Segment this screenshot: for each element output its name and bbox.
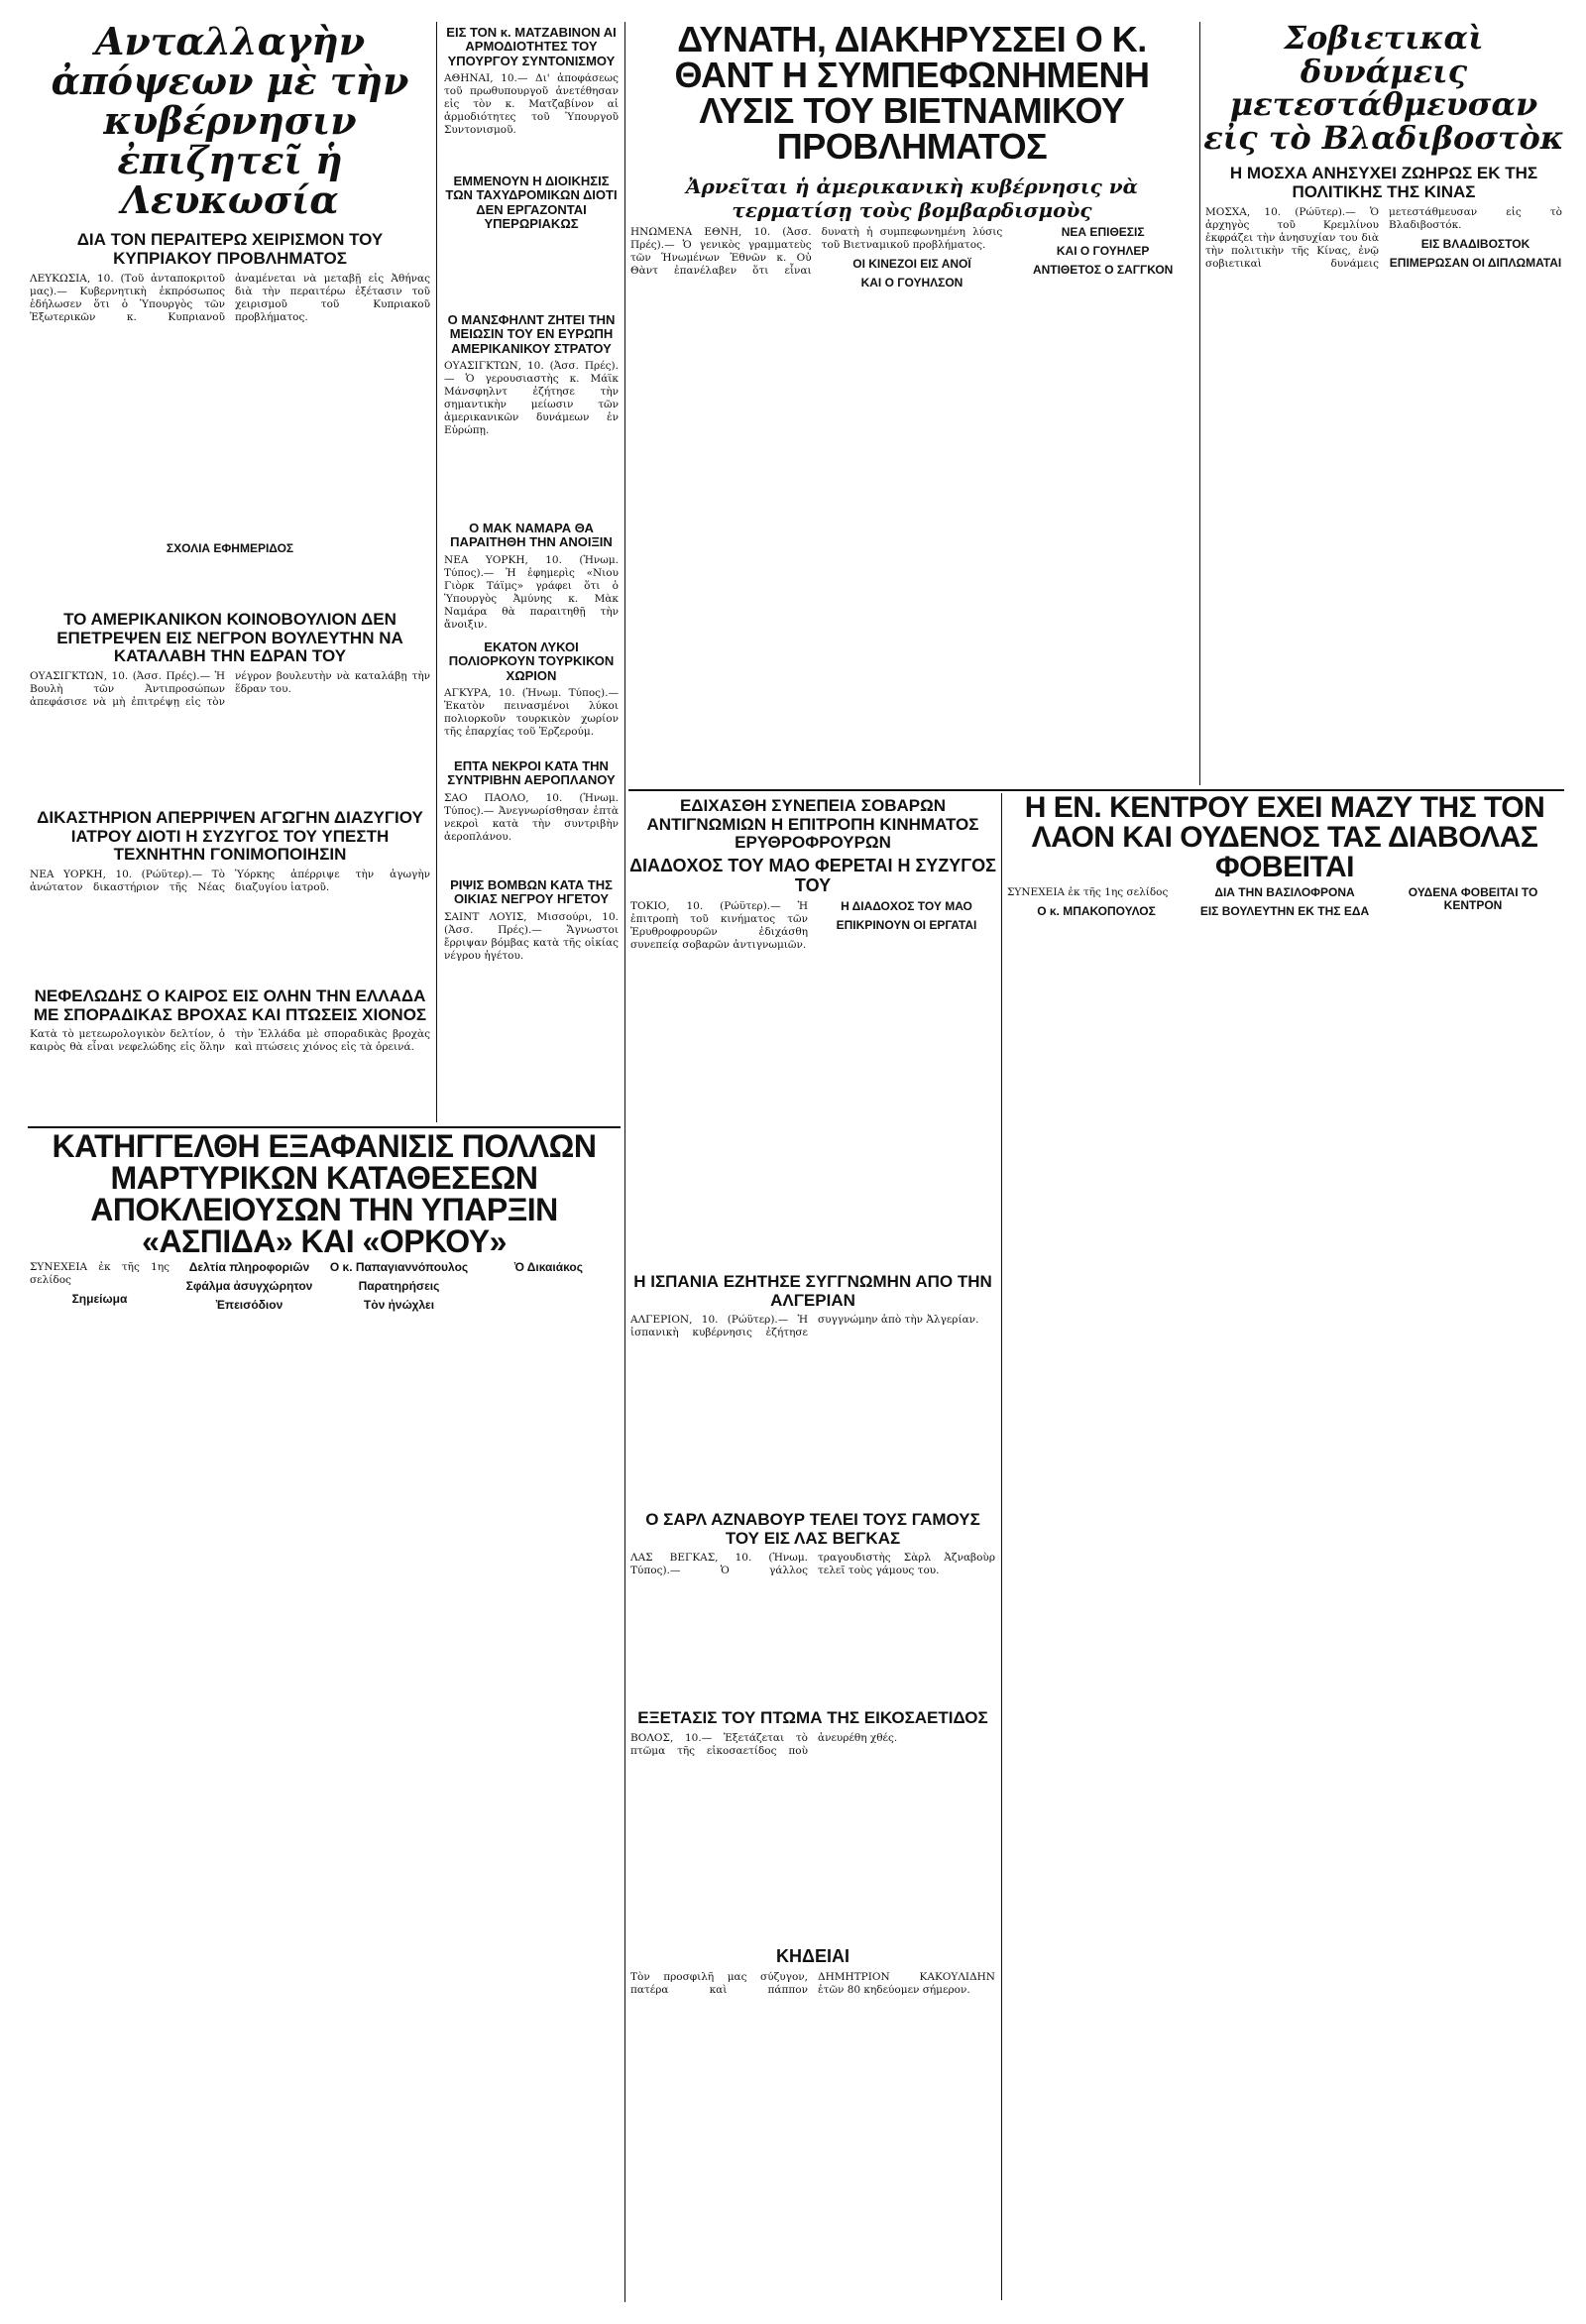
matzavinos-dateline: ΑΘΗΝΑΙ, 10.— Δι' ἀποφάσεως τοῦ πρωθυπουργοῦ ἀνετέθησαν εἰς τὸν κ. Ματζαβίνον αἱ ἁρμοδιότητες τοῦ Ὑπουργοῦ Συντονισμοῦ. bbox=[444, 71, 619, 136]
aznavour-dateline: ΛΑΣ ΒΕΓΚΑΣ, 10. (Ἡνωμ. Τύπος).— Ὁ γάλλος τραγουδιστὴς Σὰρλ Ἀζναβοὺρ τελεῖ τοὺς γάμους του. bbox=[630, 1552, 995, 1577]
article-funeral bbox=[628, 1943, 997, 2300]
trial-section-1: Σημείωμα bbox=[71, 1292, 128, 1306]
article-plane bbox=[442, 755, 621, 874]
wolves-dateline: ΑΓΚΥΡΑ, 10. (Ἡνωμ. Τύπος).— Ἑκατὸν πεινασμένοι λύκοι πολιορκοῦν τουρκικὸν χωρίον τῆς ἐπαρχίας τοῦ Ἐρζερούμ. bbox=[444, 686, 619, 738]
article-aznavour bbox=[628, 1507, 997, 1705]
article-center-union bbox=[1005, 793, 1564, 2300]
cyprus-subheadline: ΔΙΑ ΤΟΝ ΠΕΡΑΙΤΕΡΩ ΧΕΙΡΙΣΜΟΝ ΤΟΥ ΚΥΠΡΙΑΚΟΥ ΠΡΟΒΛΗΜΑΤΟΣ bbox=[76, 230, 384, 269]
corpse-headline: ΕΞΕΤΑΣΙΣ ΤΟΥ ΠΤΩΜΑ ΤΗΣ ΕΙΚΟΣΑΕΤΙΔΟΣ bbox=[637, 1708, 988, 1727]
cyprus-comments bbox=[28, 535, 432, 605]
article-spain bbox=[628, 1269, 997, 1507]
corpse-dateline: ΒΟΛΟΣ, 10.— Ἐξετάζεται τὸ πτῶμα τῆς εἰκοσαετίδος ποὺ ἀνευρέθη χθές. bbox=[630, 1731, 898, 1757]
thant-body bbox=[630, 226, 1193, 290]
thant-section-1: ΟΙ ΚΙΝΕΖΟΙ ΕΙΣ ΑΝΟΪ bbox=[852, 257, 971, 271]
trial-section-2: Δελτία πληροφοριῶν bbox=[188, 1260, 310, 1274]
center-union-headline: Η ΕΝ. ΚΕΝΤΡΟΥ ΕΧΕΙ ΜΑΖΥ ΤΗΣ ΤΟΝ ΛΑΟΝ ΚΑΙ ΟΥΔΕΝΟΣ ΤΑΣ ΔΙΑΒΟΛΑΣ ΦΟΒΕΙΤΑΙ bbox=[1024, 793, 1545, 883]
article-corpse bbox=[628, 1705, 997, 1943]
mansfield-headline: Ο ΜΑΝΣΦΗΛΝΤ ΖΗΤΕΙ ΤΗΝ ΜΕΙΩΣΙΝ ΤΟΥ ΕΝ ΕΥΡΩΠΗ ΑΜΕΡΙΚΑΝΙΚΟΥ ΣΤΡΑΤΟΥ bbox=[447, 312, 616, 356]
center-union-section-2: ΔΙΑ ΤΗΝ ΒΑΣΙΛΟΦΡΟΝΑ bbox=[1214, 885, 1355, 899]
red-guards-dateline: ΤΟΚΙΟ, 10. (Ρώϋτερ).— Ἡ ἐπιτροπὴ τοῦ κινήματος τῶν Ἐρυθροφρουρῶν ἐδιχάσθη συνεπείᾳ σοβαρῶν ἀντιγνωμιῶν. bbox=[630, 899, 808, 951]
congress-dateline: ΟΥΑΣΙΓΚΤΩΝ, 10. (Ἀσσ. Πρές).— Ἡ Βουλὴ τῶν Ἀντιπροσώπων ἀπεφάσισε νὰ μὴ ἐπιτρέψῃ εἰς τὸν νέγρον βουλευτὴν νὰ καταλάβῃ τὴν ἕδραν του. bbox=[30, 670, 430, 709]
thant-dateline: ΗΝΩΜΕΝΑ ΕΘΝΗ, 10. (Ἀσσ. Πρές).— Ὁ γενικὸς γραμματεὺς τῶν Ἡνωμένων Ἐθνῶν κ. Οὐ Θὰντ ἐπανέλαβεν ὅτι εἶναι δυνατὴ ἡ συμπεφωνημένη λύσις τοῦ Βιετναμικοῦ προβλήματος. bbox=[630, 226, 1003, 277]
section-rule bbox=[628, 789, 1564, 791]
column-rule bbox=[624, 22, 625, 2302]
mcnamara-headline: Ο ΜΑΚ ΝΑΜΑΡΑ ΘΑ ΠΑΡΑΙΤΗΘΗ ΤΗΝ ΑΝΟΙΞΙΝ bbox=[450, 521, 613, 550]
cyprus-body bbox=[30, 273, 430, 324]
red-guards-section-2: ΕΠΙΚΡΙΝΟΥΝ ΟΙ ΕΡΓΑΤΑΙ bbox=[836, 917, 977, 932]
thant-subheadline: Ἀρνεῖται ἡ ἀμερικανικὴ κυβέρνησις νὰ τερματίσῃ τοὺς βομβαρδισμοὺς bbox=[686, 174, 1138, 222]
bombs-headline: ΡΙΨΙΣ ΒΟΜΒΩΝ ΚΑΤΑ ΤΗΣ ΟΙΚΙΑΣ ΝΕΓΡΟΥ ΗΓΕΤΟΥ bbox=[450, 877, 613, 907]
thant-section-3: ΝΕΑ ΕΠΙΘΕΣΙΣ bbox=[1061, 225, 1145, 239]
trial-section-6: Παρατηρήσεις bbox=[358, 1279, 440, 1293]
column-rule bbox=[436, 22, 437, 1122]
divorce-dateline: ΝΕΑ ΥΟΡΚΗ, 10. (Ρώϋτερ).— Τὸ ἀνώτατον δικαστήριον τῆς Νέας Ὑόρκης ἀπέρριψε τὴν ἀγωγὴν διαζυγίου ἰατροῦ. bbox=[30, 869, 430, 894]
article-postal bbox=[442, 171, 621, 309]
weather-dateline: Κατὰ τὸ μετεωρολογικὸν δελτίον, ὁ καιρὸς θὰ εἶναι νεφελώδης εἰς ὅλην τὴν Ἑλλάδα μὲ σποραδικὰς βροχὰς καὶ πτώσεις χιόνος εἰς τὰ ὀρεινά. bbox=[30, 1028, 430, 1054]
section-rule bbox=[28, 1126, 621, 1128]
cyprus-comments-heading: ΣΧΟΛΙΑ ΕΦΗΜΕΡΙΔΟΣ bbox=[166, 541, 294, 555]
column-rule bbox=[1001, 793, 1002, 2300]
matzavinos-headline: ΕΙΣ ΤΟΝ κ. ΜΑΤΖΑΒΙΝΟΝ ΑΙ ΑΡΜΟΔΙΟΤΗΤΕΣ ΤΟΥ ΥΠΟΥΡΓΟΥ ΣΥΝΤΟΝΙΣΜΟΥ bbox=[446, 25, 617, 68]
article-mansfield bbox=[442, 309, 621, 518]
divorce-headline: ΔΙΚΑΣΤΗΡΙΟΝ ΑΠΕΡΡΙΨΕΝ ΑΓΩΓΗΝ ΔΙΑΖΥΓΙΟΥ ΙΑΤΡΟΥ ΔΙΟΤΙ Η ΣΥΖΥΓΟΣ ΤΟΥ ΥΠΕΣΤΗ ΤΕΧΝΗΤΗΝ ΓΟΝΙΜΟΠΟΙΗΣΙΝ bbox=[37, 808, 423, 865]
center-union-body bbox=[1007, 886, 1562, 921]
article-matzavinos bbox=[442, 22, 621, 171]
center-union-section-3: ΕΙΣ ΒΟΥΛΕΥΤΗΝ ΕΚ ΤΗΣ ΕΔΑ bbox=[1199, 904, 1370, 918]
red-guards-subheadline: ΔΙΑΔΟΧΟΣ ΤΟΥ ΜΑΟ ΦΕΡΕΤΑΙ Η ΣΥΖΥΓΟΣ ΤΟΥ bbox=[629, 856, 996, 895]
congress-headline: ΤΟ ΑΜΕΡΙΚΑΝΙΚΟΝ ΚΟΙΝΟΒΟΥΛΙΟΝ ΔΕΝ ΕΠΕΤΡΕΨΕΝ ΕΙΣ ΝΕΓΡΟΝ ΒΟΥΛΕΥΤΗΝ ΝΑ ΚΑΤΑΛΑΒΗ ΤΗΝ ΕΔΡΑΝ ΤΟΥ bbox=[57, 610, 403, 666]
article-bombs bbox=[442, 874, 621, 1013]
red-guards-headline: ΕΔΙΧΑΣΘΗ ΣΥΝΕΠΕΙΑ ΣΟΒΑΡΩΝ ΑΝΤΙΓΝΩΜΙΩΝ Η ΕΠΙΤΡΟΠΗ ΚΙΝΗΜΑΤΟΣ ΕΡΥΘΡΟΦΡΟΥΡΩΝ bbox=[646, 796, 979, 853]
article-mcnamara bbox=[442, 518, 621, 637]
mcnamara-dateline: ΝΕΑ ΥΟΡΚΗ, 10. (Ἡνωμ. Τύπος).— Ἡ ἐφημερὶς «Νιου Γιὸρκ Τάϊμς» γράφει ὅτι ὁ Ὑπουργὸς Ἀμύνης κ. Μὰκ Ναμάρα θὰ παραιτηθῇ τὴν ἄνοιξιν. bbox=[444, 553, 619, 631]
plane-dateline: ΣΑΟ ΠΑΟΛΟ, 10. (Ἡνωμ. Τύπος).— Ἀνεγνωρίσθησαν ἑπτὰ νεκροὶ κατὰ τὴν συντριβὴν ἀεροπλάνου. bbox=[444, 791, 619, 843]
funeral-headline: ΚΗΔΕΙΑΙ bbox=[776, 1946, 850, 1966]
trial-section-4: Ἐπεισόδιον bbox=[215, 1298, 283, 1312]
article-soviet bbox=[1203, 22, 1564, 785]
center-union-section-4: ΟΥΔΕΝΑ ΦΟΒΕΙΤΑΙ ΤΟ ΚΕΝΤΡΟΝ bbox=[1408, 885, 1538, 912]
center-union-dateline: ΣΥΝΕΧΕΙΑ ἐκ τῆς 1ης σελίδος bbox=[1007, 886, 1169, 898]
article-trial bbox=[28, 1130, 621, 2300]
wolves-headline: ΕΚΑΤΟΝ ΛΥΚΟΙ ΠΟΛΙΟΡΚΟΥΝ ΤΟΥΡΚΙΚΟΝ ΧΩΡΙΟΝ bbox=[448, 639, 615, 683]
weather-headline: ΝΕΦΕΛΩΔΗΣ Ο ΚΑΙΡΟΣ ΕΙΣ ΟΛΗΝ ΤΗΝ ΕΛΛΑΔΑ ΜΕ ΣΠΟΡΑΔΙΚΑΣ ΒΡΟΧΑΣ ΚΑΙ ΠΤΩΣΕΙΣ ΧΙΟΝΟΣ bbox=[33, 987, 427, 1024]
mansfield-dateline: ΟΥΑΣΙΓΚΤΩΝ, 10. (Ἀσσ. Πρές).— Ὁ γερουσιαστὴς κ. Μάϊκ Μάνσφηλντ ἐζήτησε τὴν σημαντικὴν μείωσιν τῶν ἀμερικανικῶν δυνάμεων ἐν Εὐρώπῃ. bbox=[444, 359, 619, 436]
red-guards-body bbox=[630, 900, 995, 952]
article-red-guards bbox=[628, 793, 997, 1259]
soviet-body bbox=[1205, 206, 1562, 272]
column-rule bbox=[1199, 22, 1200, 785]
bombs-dateline: ΣΑΙΝΤ ΛΟΥΙΣ, Μισσούρι, 10. (Ἀσσ. Πρές).— Ἄγνωστοι ἔρριψαν βόμβας κατὰ τῆς οἰκίας νέγρου ἡγέτου. bbox=[444, 910, 619, 962]
article-congress bbox=[28, 607, 432, 805]
center-union-section-1: Ο κ. ΜΠΑΚΟΠΟΥΛΟΣ bbox=[1037, 904, 1156, 918]
soviet-section-2: ΕΠΙΜΕΡΩΣΑΝ ΟΙ ΔΙΠΛΩΜΑΤΑΙ bbox=[1389, 255, 1562, 270]
article-weather bbox=[28, 984, 432, 1122]
article-thant bbox=[628, 22, 1195, 785]
thant-headline: ΔΥΝΑΤΗ, ΔΙΑΚΗΡΥΣΣΕΙ Ο Κ. ΘΑΝΤ Η ΣΥΜΠΕΦΩΝΗΜΕΝΗ ΛΥΣΙΣ ΤΟΥ ΒΙΕΤΝΑΜΙΚΟΥ ΠΡΟΒΛΗΜΑΤΟΣ bbox=[674, 22, 1150, 167]
cyprus-dateline: ΛΕΥΚΩΣΙΑ, 10. (Τοῦ ἀνταποκριτοῦ μας).— Κυβερνητικὴ ἐκπρόσωπος ἐδήλωσεν ὅτι ὁ Ὑπουργὸς τῶν Ἐξωτερικῶν κ. Κυπριανοῦ ἀναμένεται νὰ μεταβῇ εἰς Ἀθήνας διὰ τὴν περαιτέρω ἐξέτασιν τοῦ χειρισμοῦ τοῦ Κυπριακοῦ προβλήματος. bbox=[30, 272, 430, 323]
postal-headline: ΕΜΜΕΝΟΥΝ Η ΔΙΟΙΚΗΣΙΣ ΤΩΝ ΤΑΧΥΔΡΟΜΙΚΩΝ ΔΙΟΤΙ ΔΕΝ ΕΡΓΑΖΟΝΤΑΙ ΥΠΕΡΩΡΙΑΚΩΣ bbox=[445, 174, 618, 231]
article-wolves bbox=[442, 637, 621, 755]
trial-body bbox=[30, 1261, 619, 1312]
soviet-dateline: ΜΟΣΧΑ, 10. (Ρώϋτερ).— Ὁ ἀρχηγὸς τοῦ Κρεμλίνου ἐκφράζει τὴν ἀνησυχίαν του διὰ τὴν πολιτικὴν τῆς Κίνας, ἐνῷ σοβιετικαὶ δυνάμεις μετεστάθμευσαν εἰς τὸ Βλαδιβοστόκ. bbox=[1205, 205, 1562, 270]
article-cyprus bbox=[28, 22, 432, 601]
trial-section-7: Τὸν ἠνώχλει bbox=[363, 1298, 435, 1312]
article-divorce bbox=[28, 805, 432, 984]
spain-headline: Η ΙΣΠΑΝΙΑ ΕΖΗΤΗΣΕ ΣΥΓΓΝΩΜΗΝ ΑΠΟ ΤΗΝ ΑΛΓΕΡΙΑΝ bbox=[633, 1272, 992, 1310]
thant-section-5: ΑΝΤΙΘΕΤΟΣ Ο ΣΑΓΓΚΟΝ bbox=[1032, 263, 1174, 277]
aznavour-headline: Ο ΣΑΡΛ ΑΖΝΑΒΟΥΡ ΤΕΛΕΙ ΤΟΥΣ ΓΑΜΟΥΣ ΤΟΥ ΕΙΣ ΛΑΣ ΒΕΓΚΑΣ bbox=[645, 1510, 980, 1548]
thant-section-4: ΚΑΙ Ο ΓΟΥΗΛΕΡ bbox=[1056, 244, 1150, 258]
trial-section-3: Σφάλμα ἀσυγχώρητον bbox=[185, 1279, 313, 1293]
red-guards-section-1: Η ΔΙΑΔΟΧΟΣ ΤΟΥ ΜΑΟ bbox=[841, 898, 972, 913]
soviet-subheadline: Η ΜΟΣΧΑ ΑΝΗΣΥΧΕΙ ΖΩΗΡΩΣ ΕΚ ΤΗΣ ΠΟΛΙΤΙΚΗΣ ΤΗΣ ΚΙΝΑΣ bbox=[1229, 164, 1538, 202]
trial-dateline: ΣΥΝΕΧΕΙΑ ἐκ τῆς 1ης σελίδος bbox=[30, 1261, 170, 1286]
trial-headline: ΚΑΤΗΓΓΕΛΘΗ ΕΞΑΦΑΝΙΣΙΣ ΠΟΛΛΩΝ ΜΑΡΤΥΡΙΚΩΝ ΚΑΤΑΘΕΣΕΩΝ ΑΠΟΚΛΕΙΟΥΣΩΝ ΤΗΝ ΥΠΑΡΞΙΝ «ΑΣΠΙΔΑ» ΚΑΙ «ΟΡΚΟΥ» bbox=[52, 1130, 597, 1259]
spain-dateline: ΑΛΓΕΡΙΟΝ, 10. (Ρώϋτερ).— Ἡ ἰσπανικὴ κυβέρνησις ἐζήτησε συγγνώμην ἀπὸ τὴν Ἀλγερίαν. bbox=[630, 1314, 979, 1339]
plane-headline: ΕΠΤΑ ΝΕΚΡΟΙ ΚΑΤΑ ΤΗΝ ΣΥΝΤΡΙΒΗΝ ΑΕΡΟΠΛΑΝΟΥ bbox=[447, 758, 616, 788]
funeral-text: Τὸν προσφιλῆ μας σύζυγον, πατέρα καὶ πάππον ΔΗΜΗΤΡΙΟΝ ΚΑΚΟΥΛΙΔΗΝ ἐτῶν 80 κηδεύομεν σήμερον. bbox=[630, 1970, 995, 1996]
thant-section-2: ΚΑΙ Ο ΓΟΥΗΛΣΟΝ bbox=[860, 276, 963, 290]
trial-section-8: Ὁ Δικαιάκος bbox=[513, 1260, 583, 1274]
soviet-section-1: ΕΙΣ ΒΛΑΔΙΒΟΣΤΟΚ bbox=[1420, 236, 1530, 251]
cyprus-headline: Ανταλλαγὴν ἀπόψεων μὲ τὴν κυβέρνησιν ἐπιζητεῖ ἡ Λευκωσία bbox=[51, 22, 409, 222]
trial-section-5: Ο κ. Παπαγιαννόπουλος bbox=[329, 1260, 469, 1274]
soviet-headline: Σοβιετικαὶ δυνάμεις μετεστάθμευσαν εἰς τὸ Βλαδιβοστὸκ bbox=[1203, 22, 1564, 157]
